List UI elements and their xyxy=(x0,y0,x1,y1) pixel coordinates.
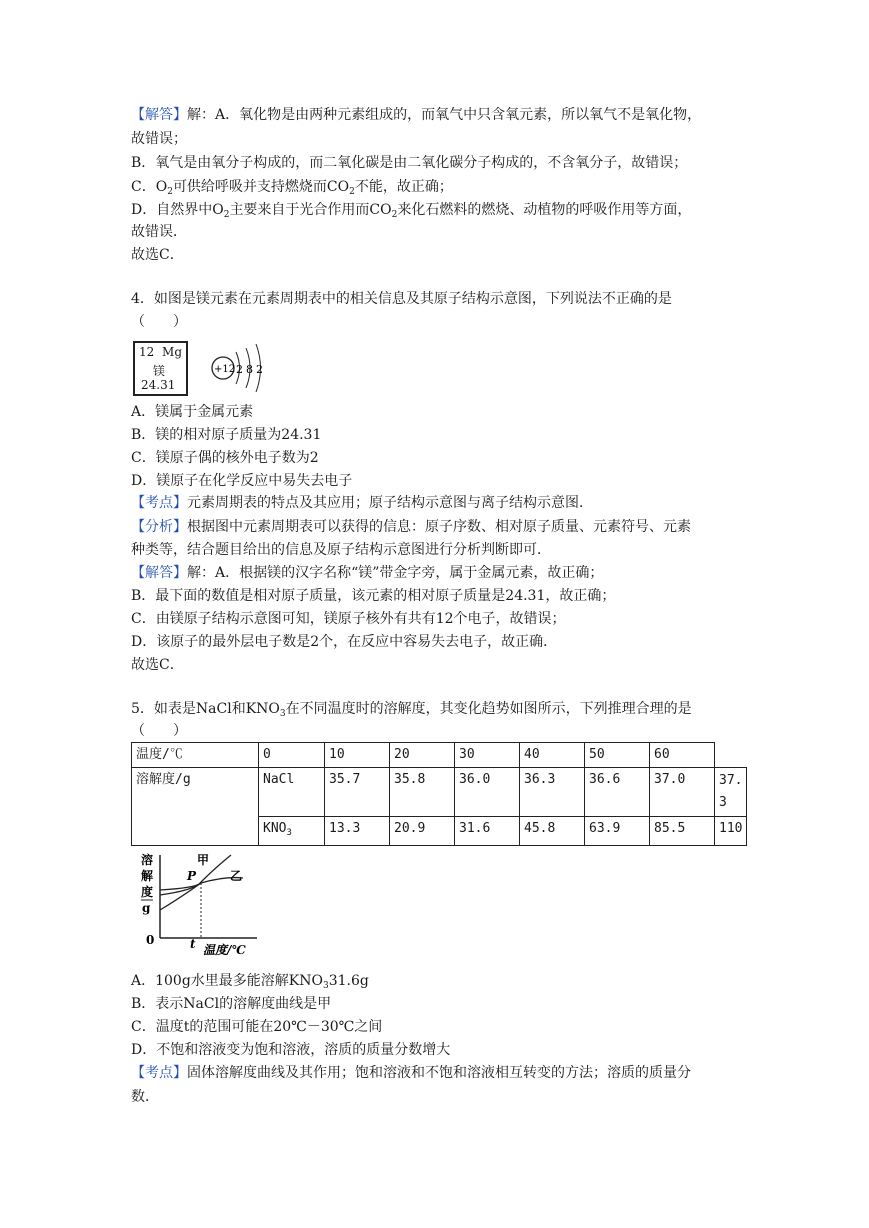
shell-1-electrons: 2 xyxy=(236,363,243,376)
curve-lower xyxy=(160,883,201,910)
ylabel-1: 溶 xyxy=(141,853,154,867)
element-name: 镁 xyxy=(153,364,166,378)
t-label: t xyxy=(190,937,196,951)
sol-label-cell: 溶解度/g xyxy=(132,768,259,846)
q5-option-b: B．表示NaCl的溶解度曲线是甲 xyxy=(131,996,332,1012)
nucleus-label: +12 xyxy=(214,364,236,375)
shell-2-electrons: 8 xyxy=(246,363,253,376)
origin-label: 0 xyxy=(146,933,155,947)
q4-jieda-line-5: 故选C． xyxy=(131,657,184,673)
p-label: P xyxy=(187,869,197,883)
q4-kaodian: 【考点】元素周期表的特点及其应用；原子结构示意图与离子结构示意图． xyxy=(131,495,593,511)
q4-jieda-line-4: D．该原子的最外层电子数是2个，在反应中容易失去电子，故正确． xyxy=(131,634,558,650)
q5-option-d: D．不饱和溶液变为饱和溶液，溶质的质量分数增大 xyxy=(131,1042,451,1058)
q3-answer-line-2: 故错误； xyxy=(131,131,187,147)
q4-jieda-line-1: 【解答】解：A．根据镁的汉字名称“镁”带金字旁，属于金属元素，故正确； xyxy=(131,565,604,581)
element-symbol: Mg xyxy=(162,345,182,359)
atomic-mass: 24.31 xyxy=(141,378,176,392)
q4-jieda-line-3: C．由镁原子结构示意图可知，镁原子核外有共有12个电子，故错误； xyxy=(131,611,566,627)
q3-answer-line-1: 【解答】解：A．氧化物是由两种元素组成的，而氧气中只含氧元素，所以氧气不是氧化物， xyxy=(131,107,702,123)
ylabel-4: g xyxy=(142,901,151,915)
xlabel: 温度/℃ xyxy=(203,943,246,957)
q4-jieda-line-2: B．最下面的数值是相对原子质量，该元素的相对原子质量是24.31，故正确； xyxy=(131,588,616,604)
ylabel-2: 解 xyxy=(141,869,154,883)
table-row-kno3: $KNO_3$ 13.3 20.9 31.6 45.8 63.9 85.5 110 xyxy=(132,817,747,846)
jia-label: 甲 xyxy=(197,853,210,867)
q5-kaodian-line-2: 数． xyxy=(131,1089,159,1105)
q5-option-a: A．100g水里最多能溶解$KNO_331.6g$ xyxy=(131,973,369,991)
periodic-table-cell xyxy=(133,341,188,396)
q5-option-c: C．温度t的范围可能在20℃－30℃之间 xyxy=(131,1019,383,1035)
q4-fenxi-line-2: 种类等，结合题目给出的信息及原子结构示意图进行分析判断即可． xyxy=(131,542,551,558)
q3-answer-line-7: 故选C． xyxy=(131,247,184,263)
temp-label-cell: 温度/℃ xyxy=(132,743,259,768)
q5-stem-line-2: （ ） xyxy=(131,723,187,739)
q4-option-b: B．镁的相对原子质量为24.31 xyxy=(131,427,322,443)
q4-option-d: D．镁原子在化学反应中易失去电子 xyxy=(131,473,353,489)
q3-answer-line-5: D．自然界中$O_2$主要来自于光合作用而$CO_2$来化石燃料的燃烧、动植物的呼吸作用等方面， xyxy=(131,202,692,220)
q3-answer-line-6: 故错误． xyxy=(131,224,187,240)
ylabel-3: 度 xyxy=(141,885,154,899)
yi-label: 乙 xyxy=(230,869,243,883)
q3-answer-line-3: B．氧气是由氧分子构成的，而二氧化碳是由二氧化碳分子构成的，不含氧分子，故错误； xyxy=(131,155,688,171)
table-row-temps: 温度/℃ 0 10 20 30 40 50 60 xyxy=(132,743,747,768)
kno3-label-cell: $KNO_3$ xyxy=(259,817,325,846)
q5-kaodian-line-1: 【考点】固体溶解度曲线及其作用；饱和溶液和不饱和溶液相互转变的方法；溶质的质量分 xyxy=(131,1065,691,1081)
q4-stem-line-2: （ ） xyxy=(131,314,187,330)
solubility-curve-graph xyxy=(135,850,265,962)
atomic-structure-diagram xyxy=(208,340,272,394)
q5-stem-line-1: 5．如表是NaCl和$KNO_3$在不同温度时的溶解度，其变化趋势如图所示，下列推理合理的是 xyxy=(131,701,692,719)
shell-3-electrons: 2 xyxy=(256,363,263,376)
q4-fenxi-line-1: 【分析】根据图中元素周期表可以获得的信息：原子序数、相对原子质量、元素符号、元素 xyxy=(131,519,691,535)
q4-option-c: C．镁原子偶的核外电子数为2 xyxy=(131,450,319,466)
q3-answer-line-4: C．$O_2$可供给呼吸并支持燃烧而$CO_2$不能，故正确； xyxy=(131,179,453,197)
q4-option-a: A．镁属于金属元素 xyxy=(131,404,254,420)
nacl-label-cell: NaCl xyxy=(259,768,325,817)
atomic-number: 12 xyxy=(139,345,155,359)
table-row-nacl: 溶解度/g NaCl 35.7 35.8 36.0 36.3 36.6 37.0 37.3 xyxy=(132,768,747,817)
solubility-table xyxy=(131,742,747,846)
answer-tag: 【解答】 xyxy=(131,107,187,123)
q4-stem-line-1: 4．如图是镁元素在元素周期表中的相关信息及其原子结构示意图，下列说法不正确的是 xyxy=(131,291,672,307)
